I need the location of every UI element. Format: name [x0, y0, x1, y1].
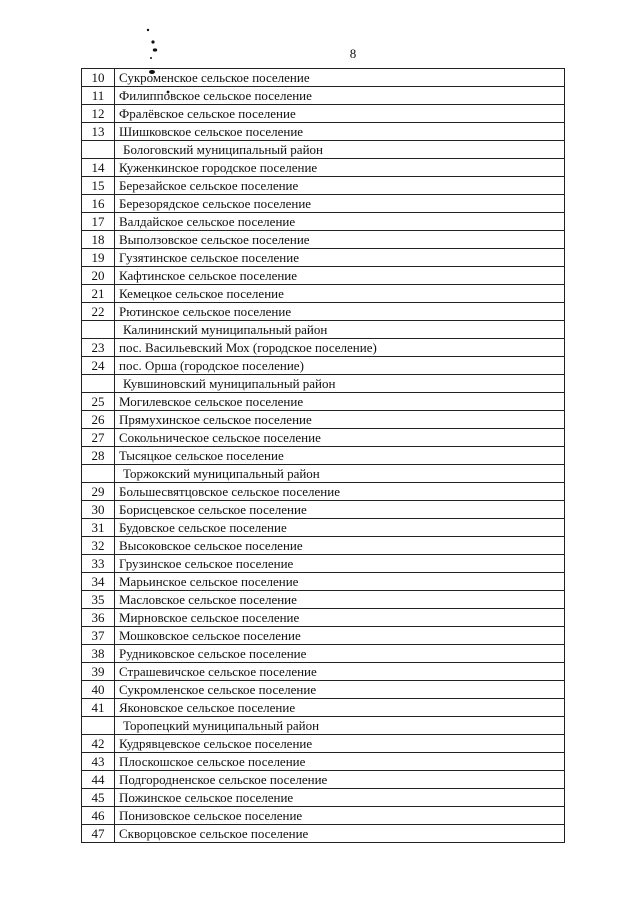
district-name: Торопецкий муниципальный район: [115, 717, 565, 735]
table-row: [82, 699, 565, 717]
row-number: 10: [82, 69, 115, 87]
row-number: 29: [82, 483, 115, 501]
table-row: [82, 393, 565, 411]
row-number: 17: [82, 213, 115, 231]
settlement-name: Могилевское сельское поселение: [115, 393, 565, 411]
row-number: 41: [82, 699, 115, 717]
settlement-name: Рютинское сельское поселение: [115, 303, 565, 321]
district-name: Калининский муниципальный район: [115, 321, 565, 339]
settlement-name: Мирновское сельское поселение: [115, 609, 565, 627]
row-number: 33: [82, 555, 115, 573]
settlement-name: Филипповское сельское поселение: [115, 87, 565, 105]
settlement-name: Куженкинское городское поселение: [115, 159, 565, 177]
settlement-name: Валдайское сельское поселение: [115, 213, 565, 231]
settlement-name: Высоковское сельское поселение: [115, 537, 565, 555]
settlement-name: Гузятинское сельское поселение: [115, 249, 565, 267]
row-number: [82, 717, 115, 735]
settlement-name: Марьинское сельское поселение: [115, 573, 565, 591]
row-number: 23: [82, 339, 115, 357]
table-row: [82, 249, 565, 267]
row-number: 12: [82, 105, 115, 123]
settlement-name: Грузинское сельское поселение: [115, 555, 565, 573]
row-number: 35: [82, 591, 115, 609]
table-row: [82, 411, 565, 429]
row-number: [82, 321, 115, 339]
settlement-name: Кафтинское сельское поселение: [115, 267, 565, 285]
settlement-name: Березайское сельское поселение: [115, 177, 565, 195]
row-number: 24: [82, 357, 115, 375]
settlement-name: Будовское сельское поселение: [115, 519, 565, 537]
row-number: 28: [82, 447, 115, 465]
settlement-name: Тысяцкое сельское поселение: [115, 447, 565, 465]
district-header-row: [82, 717, 565, 735]
settlement-name: Сукроменское сельское поселение: [115, 69, 565, 87]
row-number: 22: [82, 303, 115, 321]
table-row: [82, 537, 565, 555]
settlement-name: Шишковское сельское поселение: [115, 123, 565, 141]
table-row: [82, 231, 565, 249]
table-row: [82, 681, 565, 699]
table-row: [82, 177, 565, 195]
row-number: [82, 465, 115, 483]
page-number: 8: [349, 46, 357, 61]
settlement-name: Прямухинское сельское поселение: [115, 411, 565, 429]
row-number: [82, 375, 115, 393]
row-number: 31: [82, 519, 115, 537]
row-number: 36: [82, 609, 115, 627]
table-row: [82, 267, 565, 285]
district-name: Кувшиновский муниципальный район: [115, 375, 565, 393]
table-row: [82, 771, 565, 789]
table-row: [82, 429, 565, 447]
settlement-name: пос. Орша (городское поселение): [115, 357, 565, 375]
row-number: 11: [82, 87, 115, 105]
settlement-name: Понизовское сельское поселение: [115, 807, 565, 825]
table-row: [82, 339, 565, 357]
row-number: 32: [82, 537, 115, 555]
table-row: [82, 69, 565, 87]
settlement-name: Кемецкое сельское поселение: [115, 285, 565, 303]
settlement-name: Пожинское сельское поселение: [115, 789, 565, 807]
table-row: [82, 303, 565, 321]
row-number: 19: [82, 249, 115, 267]
row-number: 43: [82, 753, 115, 771]
settlement-name: пос. Васильевский Мох (городское поселение): [115, 339, 565, 357]
row-number: 46: [82, 807, 115, 825]
table-row: [82, 213, 565, 231]
settlement-name: Скворцовское сельское поселение: [115, 825, 565, 843]
table-row: [82, 285, 565, 303]
row-number: 16: [82, 195, 115, 213]
district-name: Бологовский муниципальный район: [115, 141, 565, 159]
row-number: [82, 141, 115, 159]
settlement-name: Рудниковское сельское поселение: [115, 645, 565, 663]
table-row: [82, 447, 565, 465]
row-number: 38: [82, 645, 115, 663]
settlements-table-body: [82, 69, 565, 843]
table-row: [82, 627, 565, 645]
settlement-name: Кудрявцевское сельское поселение: [115, 735, 565, 753]
settlement-name: Сокольническое сельское поселение: [115, 429, 565, 447]
row-number: 20: [82, 267, 115, 285]
table-row: [82, 519, 565, 537]
table-row: [82, 573, 565, 591]
table-row: [82, 609, 565, 627]
table-row: [82, 663, 565, 681]
district-header-row: [82, 321, 565, 339]
row-number: 44: [82, 771, 115, 789]
settlement-name: Плоскошское сельское поселение: [115, 753, 565, 771]
table-row: [82, 753, 565, 771]
row-number: 15: [82, 177, 115, 195]
settlement-name: Березорядское сельское поселение: [115, 195, 565, 213]
row-number: 34: [82, 573, 115, 591]
settlement-name: Мошковское сельское поселение: [115, 627, 565, 645]
row-number: 27: [82, 429, 115, 447]
settlement-name: Страшевичское сельское поселение: [115, 663, 565, 681]
settlements-table: [81, 68, 565, 843]
row-number: 21: [82, 285, 115, 303]
settlement-name: Фралёвское сельское поселение: [115, 105, 565, 123]
table-row: [82, 87, 565, 105]
table-row: [82, 591, 565, 609]
settlement-name: Сукромленское сельское поселение: [115, 681, 565, 699]
table-row: [82, 555, 565, 573]
district-header-row: [82, 141, 565, 159]
district-header-row: [82, 375, 565, 393]
table-row: [82, 735, 565, 753]
settlement-name: Выползовское сельское поселение: [115, 231, 565, 249]
settlement-name: Масловское сельское поселение: [115, 591, 565, 609]
table-row: [82, 105, 565, 123]
settlement-name: Яконовское сельское поселение: [115, 699, 565, 717]
row-number: 39: [82, 663, 115, 681]
table-row: [82, 195, 565, 213]
row-number: 45: [82, 789, 115, 807]
row-number: 13: [82, 123, 115, 141]
table-row: [82, 123, 565, 141]
district-header-row: [82, 465, 565, 483]
row-number: 47: [82, 825, 115, 843]
row-number: 18: [82, 231, 115, 249]
settlement-name: Борисцевское сельское поселение: [115, 501, 565, 519]
row-number: 37: [82, 627, 115, 645]
table-row: [82, 645, 565, 663]
row-number: 25: [82, 393, 115, 411]
settlement-name: Подгородненское сельское поселение: [115, 771, 565, 789]
table-row: [82, 789, 565, 807]
row-number: 26: [82, 411, 115, 429]
table-row: [82, 357, 565, 375]
table-row: [82, 501, 565, 519]
table-row: [82, 825, 565, 843]
table-row: [82, 159, 565, 177]
district-name: Торжокский муниципальный район: [115, 465, 565, 483]
row-number: 42: [82, 735, 115, 753]
row-number: 14: [82, 159, 115, 177]
settlement-name: Большесвятцовское сельское поселение: [115, 483, 565, 501]
row-number: 30: [82, 501, 115, 519]
row-number: 40: [82, 681, 115, 699]
table-row: [82, 807, 565, 825]
table-row: [82, 483, 565, 501]
